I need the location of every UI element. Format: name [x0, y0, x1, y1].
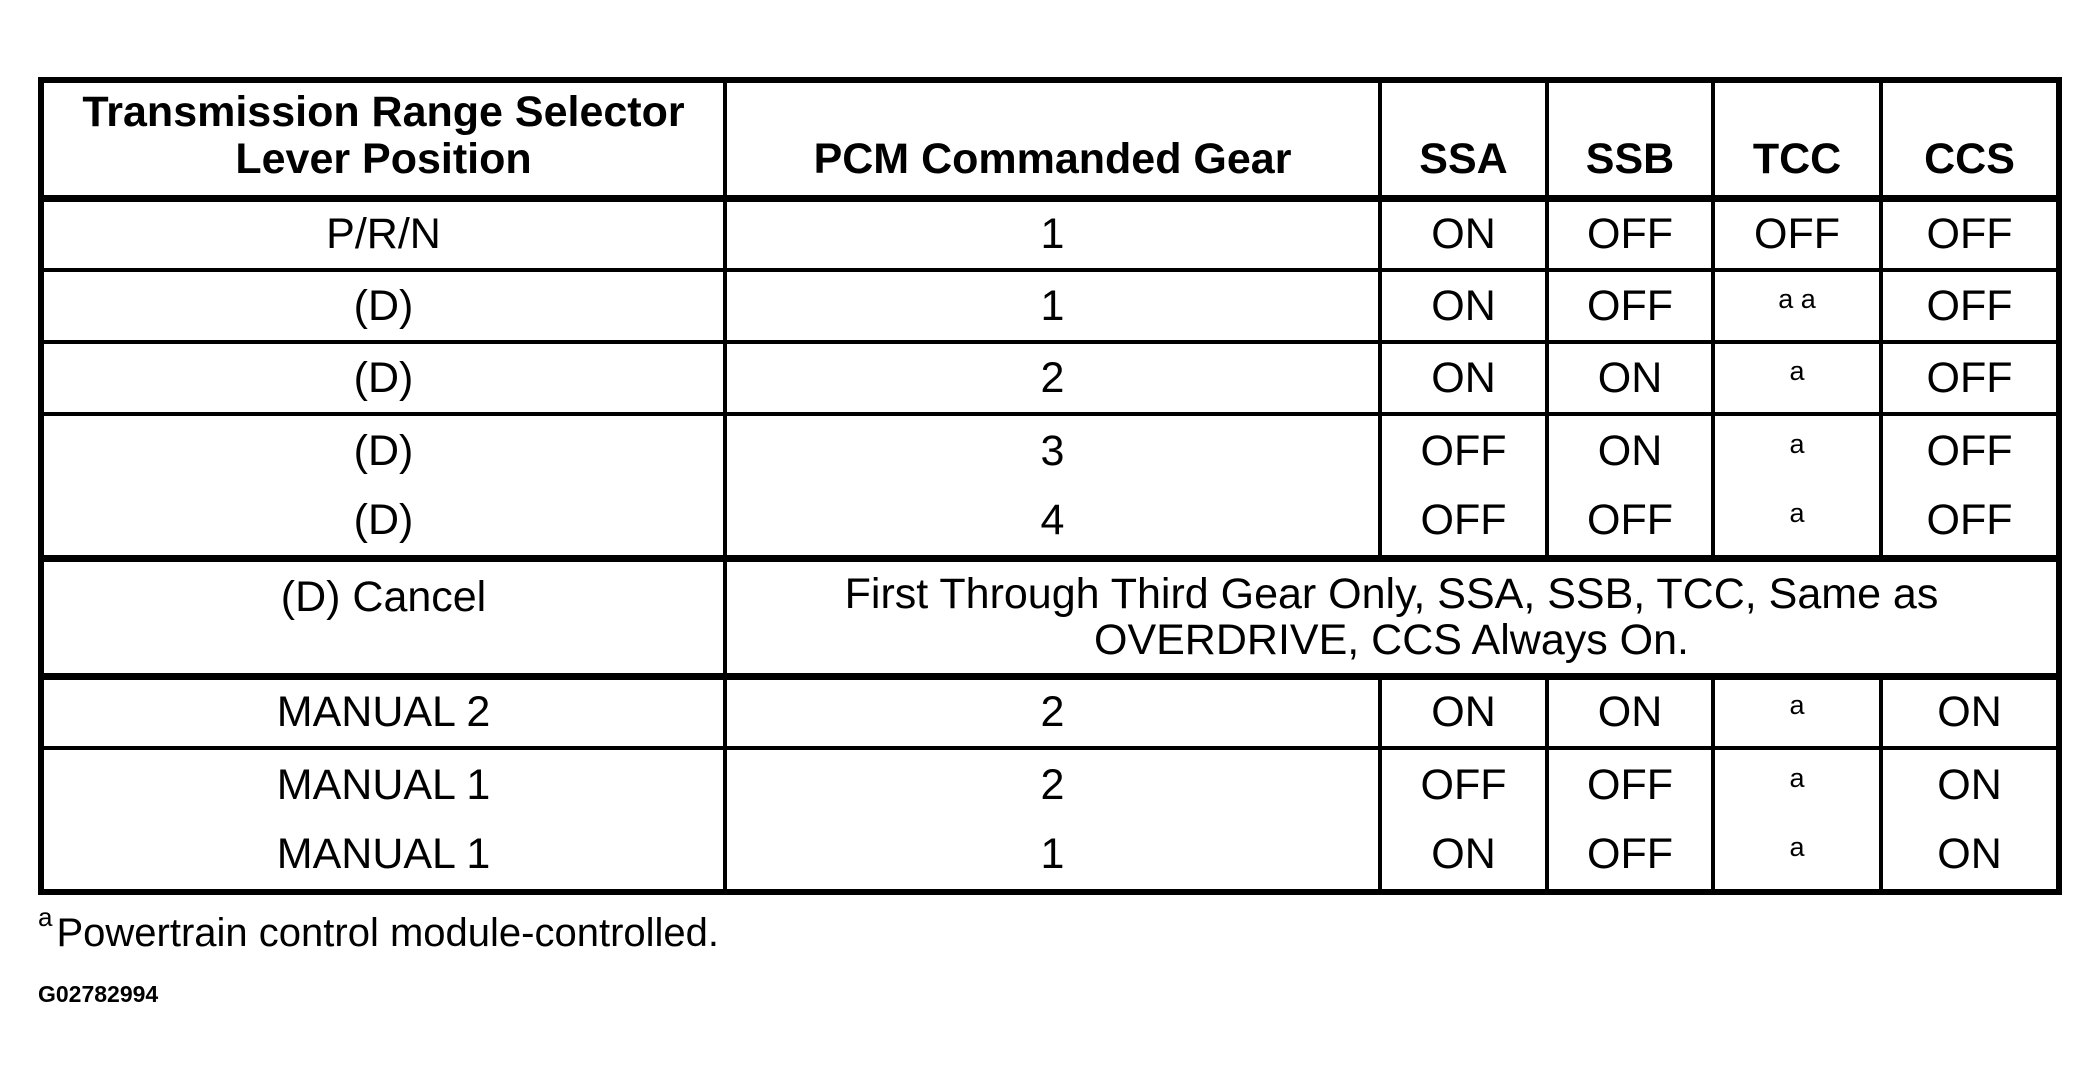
footnote-text: Powertrain control module-controlled.: [56, 911, 720, 955]
cell-lever: (D): [41, 414, 725, 486]
shift-solenoid-table: [38, 77, 2062, 895]
cell-gear: 2: [725, 342, 1380, 414]
cell-gear: 2: [725, 676, 1380, 748]
cell-lever: (D) Cancel: [41, 558, 725, 676]
table-row: [41, 414, 2059, 486]
cell-tcc: a: [1713, 820, 1881, 892]
cell-lever: P/R/N: [41, 198, 725, 270]
cell-ssb: OFF: [1547, 486, 1713, 558]
table-row: [41, 820, 2059, 892]
header-ccs: CCS: [1881, 80, 2059, 198]
cell-ssa: ON: [1380, 820, 1547, 892]
cell-tcc: OFF: [1713, 198, 1881, 270]
table-row: [41, 558, 2059, 676]
cell-lever: (D): [41, 270, 725, 342]
cell-ccs: ON: [1881, 676, 2059, 748]
table-row: [41, 676, 2059, 748]
cell-ccs: OFF: [1881, 198, 2059, 270]
cancel-description-line1: First Through Third Gear Only, SSA, SSB, TCC, Same as: [844, 570, 1939, 618]
header-lever-position-line2: Lever Position: [235, 134, 532, 183]
footnote-marker: a: [38, 902, 53, 932]
cell-ssa: ON: [1380, 270, 1547, 342]
cell-lever: MANUAL 1: [41, 820, 725, 892]
table-header-row: [41, 80, 2059, 198]
cell-gear: 1: [725, 270, 1380, 342]
cell-lever: MANUAL 1: [41, 748, 725, 820]
cell-gear: 1: [725, 198, 1380, 270]
cell-ssb: ON: [1547, 342, 1713, 414]
cell-tcc: a: [1713, 486, 1881, 558]
cell-tcc: a: [1713, 676, 1881, 748]
table-row: [41, 270, 2059, 342]
cell-tcc: a: [1713, 748, 1881, 820]
cell-ssa: ON: [1380, 198, 1547, 270]
header-tcc: TCC: [1713, 80, 1881, 198]
cell-ssb: OFF: [1547, 270, 1713, 342]
cell-ssa: ON: [1380, 342, 1547, 414]
header-lever-position: [41, 80, 725, 198]
cell-ccs: OFF: [1881, 486, 2059, 558]
cell-tcc: a: [1713, 414, 1881, 486]
cell-gear: 2: [725, 748, 1380, 820]
cell-ccs: OFF: [1881, 342, 2059, 414]
cell-tcc: a a: [1713, 270, 1881, 342]
header-lever-position-line1: Transmission Range Selector: [82, 87, 685, 136]
footnote: [38, 902, 720, 956]
cell-gear: 3: [725, 414, 1380, 486]
table-row: [41, 486, 2059, 558]
cell-ssa: OFF: [1380, 414, 1547, 486]
cell-ssb: OFF: [1547, 748, 1713, 820]
cell-ssa: OFF: [1380, 748, 1547, 820]
cancel-description-line2: OVERDRIVE, CCS Always On.: [1094, 616, 1689, 664]
header-pcm-commanded-gear: PCM Commanded Gear: [725, 80, 1380, 198]
cell-ssb: OFF: [1547, 198, 1713, 270]
cell-ccs: ON: [1881, 820, 2059, 892]
cell-ssb: ON: [1547, 676, 1713, 748]
cell-gear: 4: [725, 486, 1380, 558]
cell-ssa: OFF: [1380, 486, 1547, 558]
table-row: [41, 342, 2059, 414]
cell-gear: 1: [725, 820, 1380, 892]
figure-id: G02782994: [38, 981, 159, 1007]
cell-ccs: OFF: [1881, 414, 2059, 486]
cell-lever: (D): [41, 342, 725, 414]
cell-lever: (D): [41, 486, 725, 558]
header-ssb: SSB: [1547, 80, 1713, 198]
cell-ssb: ON: [1547, 414, 1713, 486]
cell-lever: MANUAL 2: [41, 676, 725, 748]
cell-ssa: ON: [1380, 676, 1547, 748]
table-row: [41, 748, 2059, 820]
cell-ccs: OFF: [1881, 270, 2059, 342]
cell-cancel-description: [725, 558, 2059, 676]
cell-ccs: ON: [1881, 748, 2059, 820]
cell-tcc: a: [1713, 342, 1881, 414]
table-row: [41, 198, 2059, 270]
header-ssa: SSA: [1380, 80, 1547, 198]
cell-ssb: OFF: [1547, 820, 1713, 892]
